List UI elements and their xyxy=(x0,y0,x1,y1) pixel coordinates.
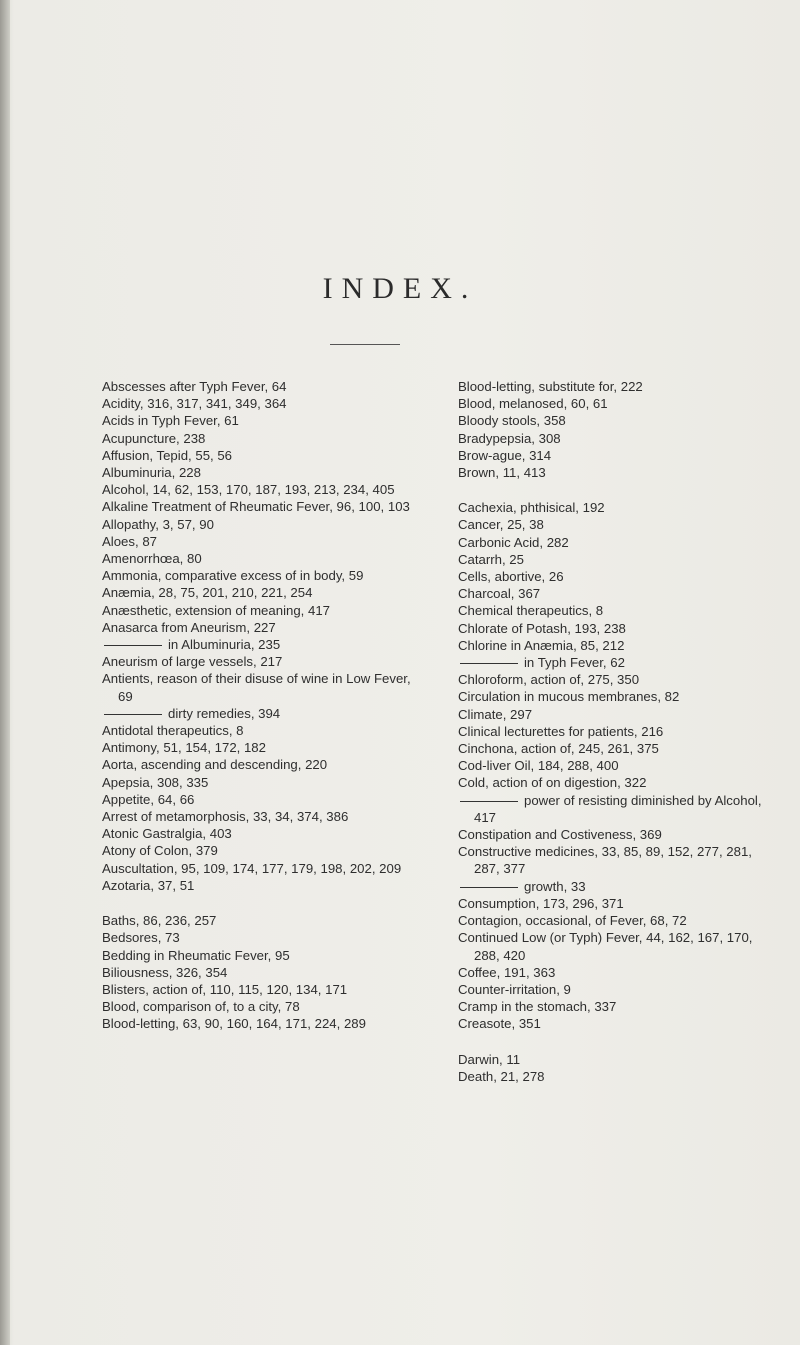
index-entry-text: Circulation in mucous membranes, 82 xyxy=(458,689,680,705)
index-entry-text: Cinchona, action of, 245, 261, 375 xyxy=(458,741,659,757)
index-entry-text: Amenorrhœa, 80 xyxy=(102,551,202,567)
index-entry xyxy=(102,516,427,533)
index-entry xyxy=(458,774,778,791)
index-entry-text: Acidity, 316, 317, 341, 349, 364 xyxy=(102,396,287,412)
index-entry-text: Blood-letting, substitute for, 222 xyxy=(458,379,643,394)
index-entry-text: Creasote, 351 xyxy=(458,1016,541,1032)
index-entry-text: Chemical therapeutics, 8 xyxy=(458,603,604,619)
index-entry-text: Chlorine in Anæmia, 85, 212 xyxy=(458,637,625,653)
index-entry xyxy=(102,877,427,894)
index-entry xyxy=(458,395,778,412)
index-entry-text: Alkaline Treatment of Rheumatic Fever, 96, 100, 103 xyxy=(102,499,410,515)
index-entry-text: growth, 33 xyxy=(524,878,586,894)
index-entry xyxy=(458,671,778,688)
index-entry-text: Continued Low (or Typh) Fever, 44, 162, 167, 170, 288, 420 xyxy=(458,930,753,963)
index-entry-text: Aloes, 87 xyxy=(102,533,157,549)
index-entry xyxy=(458,826,778,843)
index-entry-text: Aorta, ascending and descending, 220 xyxy=(102,757,328,773)
page-title: INDEX. xyxy=(322,272,478,305)
index-entry-text: Aneurism of large vessels, 217 xyxy=(102,654,283,670)
index-entry xyxy=(458,430,778,447)
index-entry-text: Catarrh, 25 xyxy=(458,551,524,567)
index-entry xyxy=(458,878,778,895)
index-entry-text: Acupuncture, 238 xyxy=(102,430,206,446)
index-entry xyxy=(102,653,427,670)
index-entry xyxy=(458,998,778,1015)
index-entry xyxy=(458,620,778,637)
index-entry-text: Affusion, Tepid, 55, 56 xyxy=(102,447,233,463)
ditto-dash xyxy=(460,887,518,888)
index-entry xyxy=(102,860,427,877)
page-binding-edge xyxy=(0,0,10,1345)
index-entry xyxy=(458,757,778,774)
index-entry-text: Constructive medicines, 33, 85, 89, 152, 277, 281, 287, 377 xyxy=(458,844,752,877)
index-entry xyxy=(102,550,427,567)
index-entry xyxy=(458,499,778,516)
index-entry xyxy=(102,705,427,722)
index-entry xyxy=(458,637,778,654)
index-entry-text: in Typh Fever, 62 xyxy=(524,655,625,671)
index-entry-text: Antidotal therapeutics, 8 xyxy=(102,723,244,739)
index-entry xyxy=(102,808,427,825)
letter-section-gap xyxy=(458,481,778,499)
index-entry xyxy=(102,791,427,808)
index-entry-text: Cold, action of on digestion, 322 xyxy=(458,775,647,791)
index-entry xyxy=(102,964,427,981)
title-rule xyxy=(330,344,400,345)
index-entry xyxy=(458,378,778,395)
index-entry xyxy=(102,602,427,619)
index-entry xyxy=(102,1015,427,1032)
index-entry xyxy=(458,1051,778,1068)
index-entry xyxy=(458,602,778,619)
ditto-dash xyxy=(104,645,162,646)
index-entry xyxy=(458,723,778,740)
index-entry xyxy=(458,688,778,705)
index-entry xyxy=(102,929,427,946)
index-entry xyxy=(102,670,427,704)
index-entry xyxy=(458,1015,778,1032)
index-entry-text: Ammonia, comparative excess of in body, 59 xyxy=(102,568,364,584)
index-entry xyxy=(458,568,778,585)
index-entry xyxy=(102,912,427,929)
index-entry xyxy=(102,842,427,859)
index-entry-text: Appetite, 64, 66 xyxy=(102,791,195,807)
letter-section-gap xyxy=(102,894,427,912)
index-entry xyxy=(458,929,778,963)
index-entry-text: Acids in Typh Fever, 61 xyxy=(102,413,239,429)
index-entry xyxy=(102,739,427,756)
index-column-right xyxy=(458,378,778,1085)
index-entry xyxy=(458,912,778,929)
index-entry-text: Climate, 297 xyxy=(458,706,533,722)
index-entry xyxy=(102,636,427,653)
ditto-dash xyxy=(460,663,518,664)
letter-section-gap xyxy=(458,1033,778,1051)
index-entry xyxy=(102,378,427,395)
index-entry xyxy=(458,464,778,481)
index-entry-text: Chloroform, action of, 275, 350 xyxy=(458,672,640,688)
index-entry xyxy=(102,981,427,998)
index-entry xyxy=(458,585,778,602)
index-entry xyxy=(102,584,427,601)
index-entry-text: Arrest of metamorphosis, 33, 34, 374, 386 xyxy=(102,809,349,825)
index-entry xyxy=(102,498,427,515)
index-entry-text: Alcohol, 14, 62, 153, 170, 187, 193, 213, 234, 405 xyxy=(102,482,395,498)
index-entry xyxy=(458,895,778,912)
index-entry-text: Biliousness, 326, 354 xyxy=(102,964,228,980)
index-entry-text: dirty remedies, 394 xyxy=(168,705,281,721)
index-entry xyxy=(102,774,427,791)
index-entry-text: Anæsthetic, extension of meaning, 417 xyxy=(102,602,330,618)
index-entry-text: Antients, reason of their disuse of wine in Low Fever, 69 xyxy=(102,671,411,704)
index-entry-text: Consumption, 173, 296, 371 xyxy=(458,895,624,911)
index-entry-text: Allopathy, 3, 57, 90 xyxy=(102,516,214,532)
index-entry xyxy=(102,533,427,550)
index-entry xyxy=(102,464,427,481)
index-entry xyxy=(102,412,427,429)
index-entry-text: Antimony, 51, 154, 172, 182 xyxy=(102,740,266,756)
index-entry-text: Bedsores, 73 xyxy=(102,930,180,946)
ditto-dash xyxy=(104,714,162,715)
index-entry-text: Bedding in Rheumatic Fever, 95 xyxy=(102,947,290,963)
index-entry-text: Anasarca from Aneurism, 227 xyxy=(102,619,276,635)
index-entry-text: Chlorate of Potash, 193, 238 xyxy=(458,620,626,636)
index-entry-text: Blisters, action of, 110, 115, 120, 134, 171 xyxy=(102,981,348,997)
index-entry xyxy=(102,722,427,739)
index-entry-text: power of resisting diminished by Alcohol, 417 xyxy=(474,792,762,825)
index-entry-text: Clinical lecturettes for patients, 216 xyxy=(458,723,664,739)
index-entry xyxy=(458,792,778,826)
index-entry-text: Darwin, 11 xyxy=(458,1051,521,1067)
index-entry xyxy=(102,481,427,498)
index-entry-text: Charcoal, 367 xyxy=(458,586,541,602)
index-entry-text: Atonic Gastralgia, 403 xyxy=(102,826,232,842)
index-entry xyxy=(458,740,778,757)
index-entry-text: Blood, melanosed, 60, 61 xyxy=(458,396,608,412)
index-entry xyxy=(458,964,778,981)
index-column-left xyxy=(102,378,427,1033)
index-entry-text: Brow-ague, 314 xyxy=(458,447,552,463)
index-entry xyxy=(102,447,427,464)
index-entry-text: in Albuminuria, 235 xyxy=(168,637,281,653)
index-entry-text: Bloody stools, 358 xyxy=(458,413,566,429)
index-entry-text: Counter-irritation, 9 xyxy=(458,981,571,997)
index-entry xyxy=(102,998,427,1015)
index-entry-text: Coffee, 191, 363 xyxy=(458,964,556,980)
index-entry-text: Cod-liver Oil, 184, 288, 400 xyxy=(458,758,619,774)
index-entry-text: Blood, comparison of, to a city, 78 xyxy=(102,999,300,1015)
index-entry-text: Brown, 11, 413 xyxy=(458,465,546,481)
index-entry xyxy=(102,619,427,636)
index-entry xyxy=(458,843,778,877)
index-entry-text: Albuminuria, 228 xyxy=(102,465,201,481)
index-entry xyxy=(458,447,778,464)
index-entry xyxy=(458,551,778,568)
index-entry-text: Contagion, occasional, of Fever, 68, 72 xyxy=(458,913,687,929)
index-entry xyxy=(458,981,778,998)
index-entry xyxy=(102,756,427,773)
index-entry xyxy=(458,516,778,533)
index-entry-text: Cells, abortive, 26 xyxy=(458,569,564,585)
index-entry-text: Atony of Colon, 379 xyxy=(102,843,218,859)
index-entry-text: Death, 21, 278 xyxy=(458,1068,545,1084)
index-entry-text: Constipation and Costiveness, 369 xyxy=(458,827,662,843)
index-entry-text: Azotaria, 37, 51 xyxy=(102,877,195,893)
index-entry-text: Cramp in the stomach, 337 xyxy=(458,999,617,1015)
index-entry-text: Cancer, 25, 38 xyxy=(458,517,544,533)
index-entry-text: Abscesses after Typh Fever, 64 xyxy=(102,379,287,394)
index-entry xyxy=(458,654,778,671)
index-entry-text: Auscultation, 95, 109, 174, 177, 179, 198, 202, 209 xyxy=(102,860,402,876)
index-entry-text: Carbonic Acid, 282 xyxy=(458,534,569,550)
index-entry-text: Cachexia, phthisical, 192 xyxy=(458,500,605,516)
index-entry xyxy=(458,1068,778,1085)
index-entry xyxy=(102,567,427,584)
index-entry xyxy=(102,825,427,842)
index-entry xyxy=(102,947,427,964)
index-entry xyxy=(102,395,427,412)
index-entry-text: Apepsia, 308, 335 xyxy=(102,774,209,790)
index-entry-text: Blood-letting, 63, 90, 160, 164, 171, 224, 289 xyxy=(102,1016,366,1032)
ditto-dash xyxy=(460,801,518,802)
index-entry-text: Bradypepsia, 308 xyxy=(458,430,561,446)
index-entry xyxy=(458,534,778,551)
index-entry-text: Anæmia, 28, 75, 201, 210, 221, 254 xyxy=(102,585,313,601)
index-entry xyxy=(458,412,778,429)
index-entry-text: Baths, 86, 236, 257 xyxy=(102,913,217,929)
index-entry xyxy=(102,430,427,447)
index-entry xyxy=(458,706,778,723)
